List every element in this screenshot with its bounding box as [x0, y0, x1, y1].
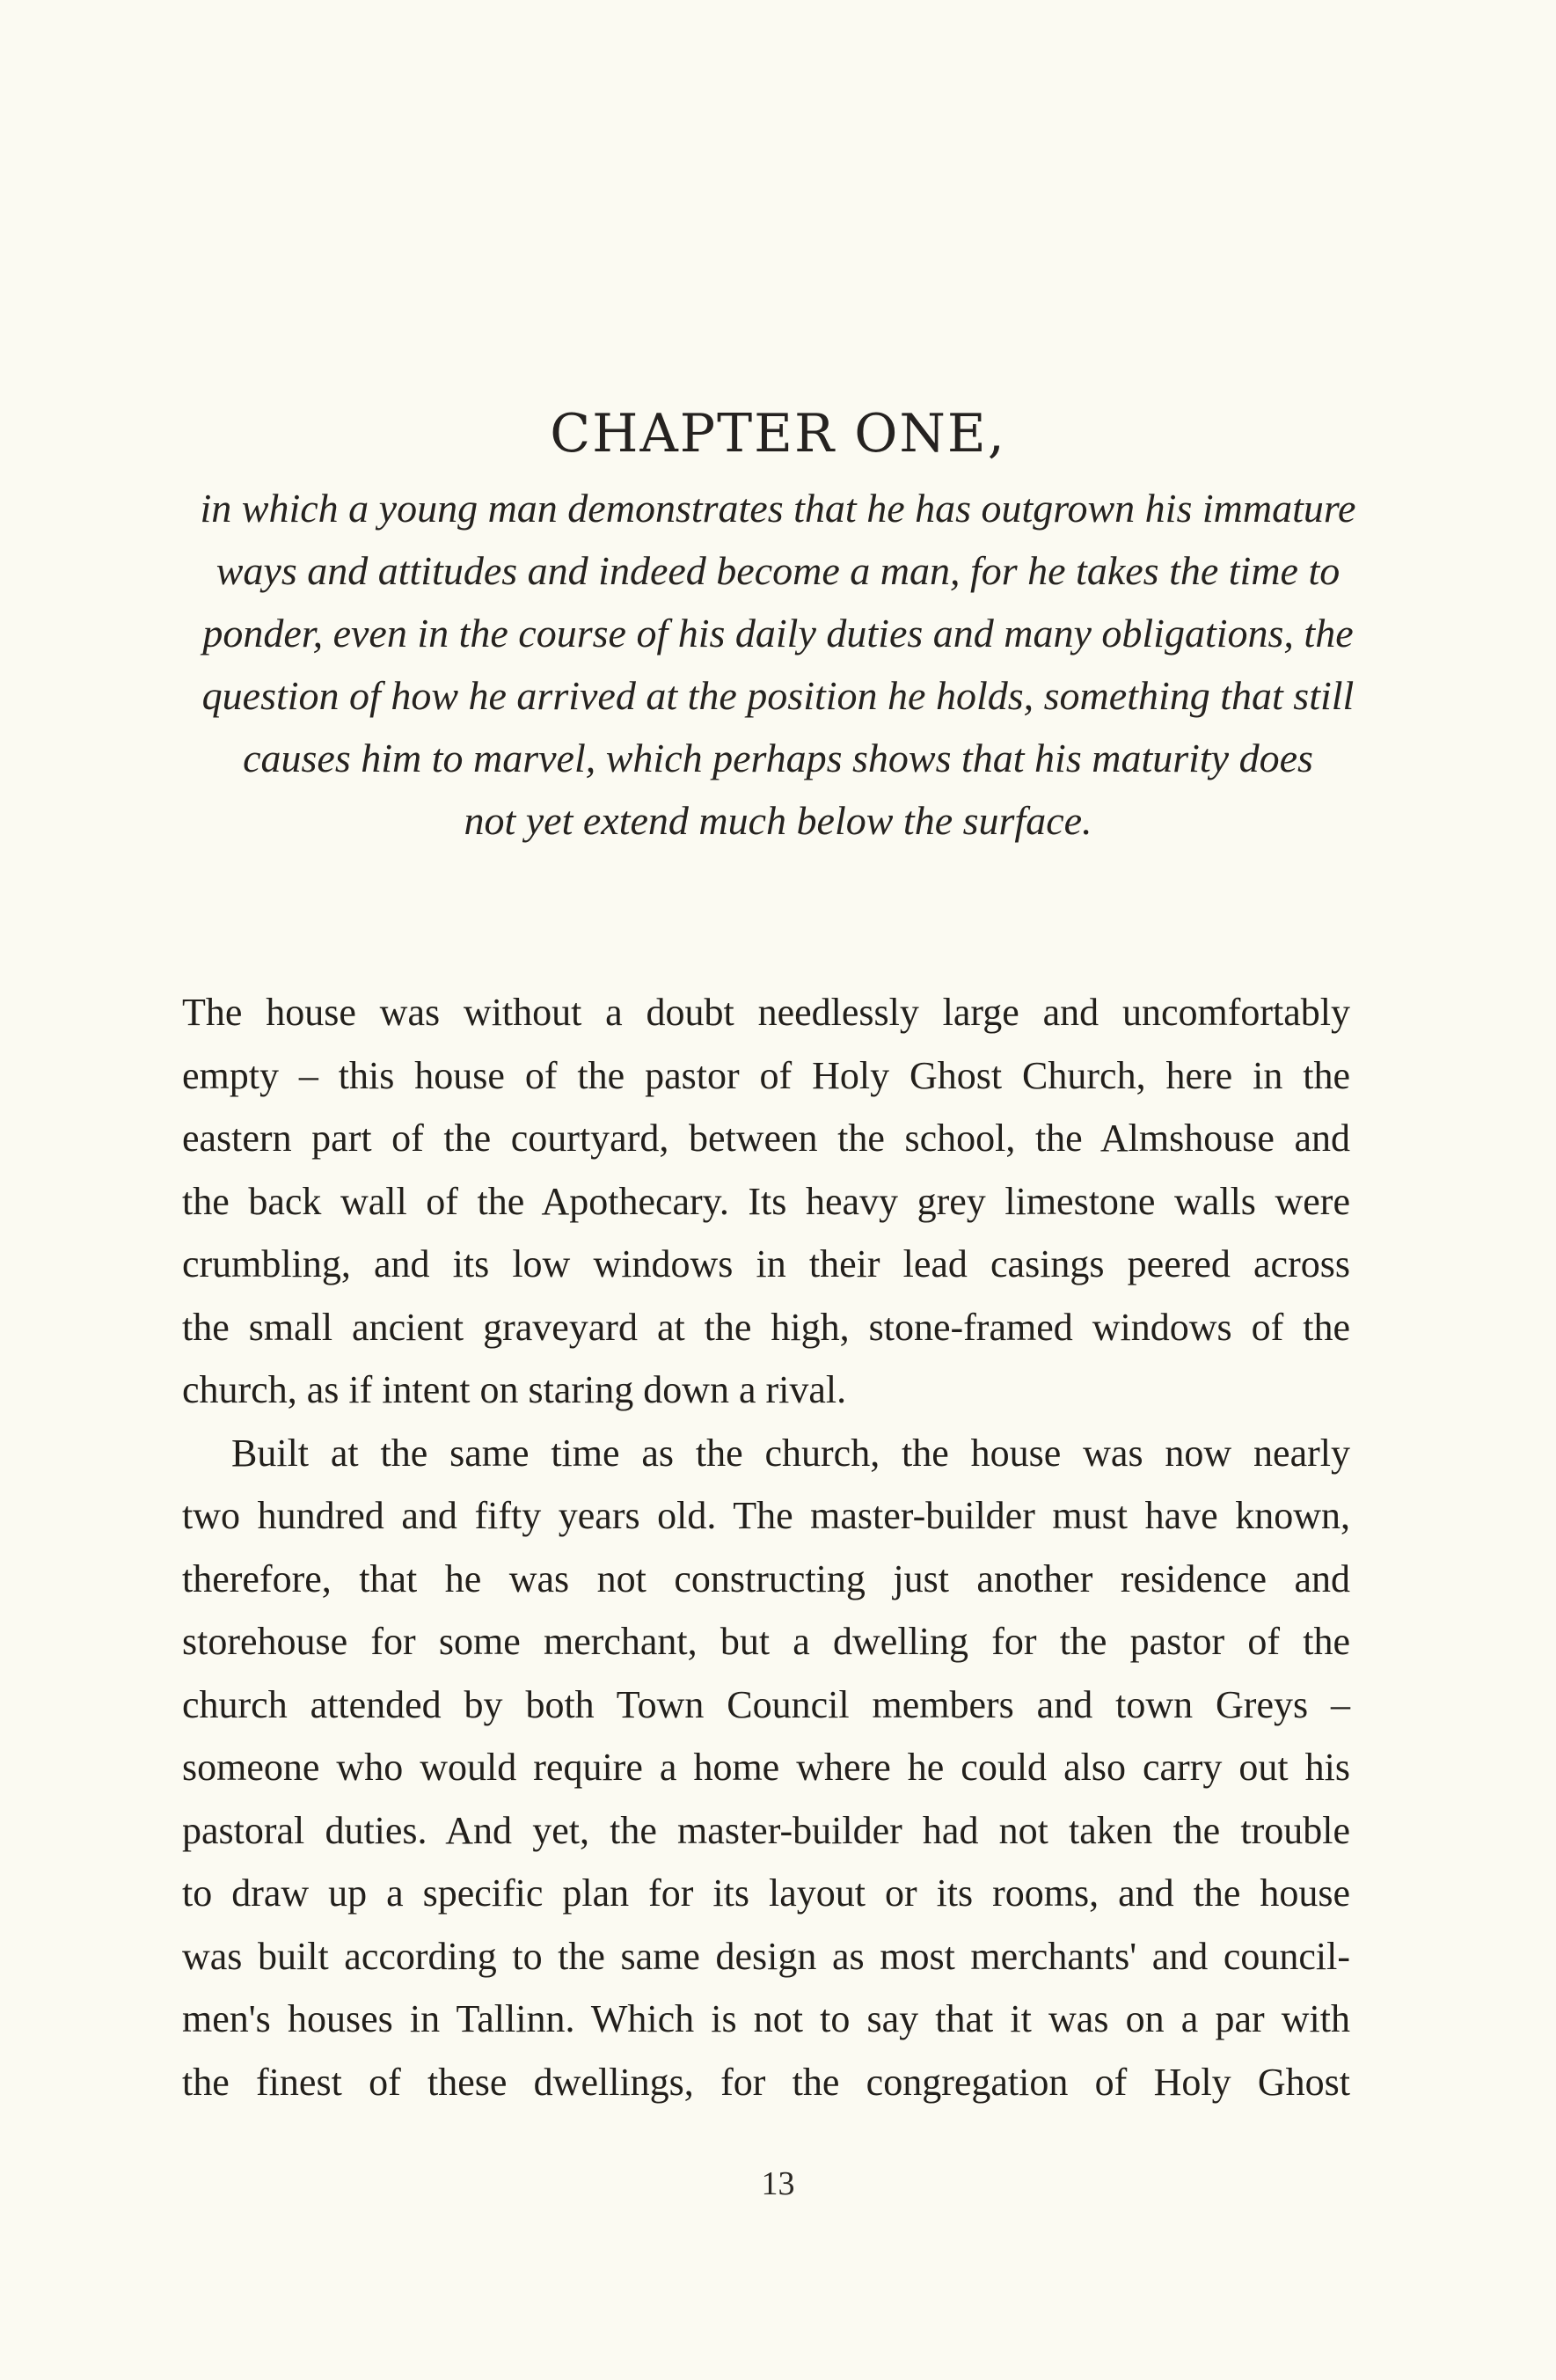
text-line: storehouse for some merchant, but a dwelling for the pastor of the — [182, 1620, 1350, 1663]
chapter-title: CHAPTER ONE, — [550, 403, 1006, 465]
body-text — [182, 981, 1350, 2113]
chapter-epigraph — [176, 477, 1380, 852]
text-line: to draw up a specific plan for its layout or its rooms, and the house — [182, 1871, 1350, 1915]
epigraph-line: ways and attitudes and indeed become a man, for he takes the time to — [216, 548, 1340, 593]
text-line: crumbling, and its low windows in their lead casings peered across — [182, 1242, 1350, 1285]
text-line: The house was without a doubt needlessly large and uncomfortably — [182, 991, 1350, 1034]
epigraph-line: not yet extend much below the surface. — [464, 798, 1092, 843]
text-line: church, as if intent on staring down a rival. — [182, 1368, 847, 1411]
text-line: was built according to the same design as most merchants' and council- — [182, 1934, 1350, 1978]
epigraph-line: causes him to marvel, which perhaps shows that his maturity does — [243, 736, 1313, 780]
text-line: Built at the same time as the church, the house was now nearly — [231, 1431, 1350, 1475]
paragraph-1 — [182, 981, 1350, 1422]
text-line: therefore, that he was not constructing just another residence and — [182, 1556, 1350, 1600]
text-line: men's houses in Tallinn. Which is not to say that it was on a par with — [182, 1997, 1350, 2040]
text-line: the finest of these dwellings, for the congregation of Holy Ghost — [182, 2060, 1350, 2104]
epigraph-line: in which a young man demonstrates that he has outgrown his immature — [200, 486, 1356, 531]
text-line: pastoral duties. And yet, the master-builder had not taken the trouble — [182, 1808, 1350, 1852]
text-line: the back wall of the Apothecary. Its heavy grey limestone walls were — [182, 1179, 1350, 1223]
text-line: someone who would require a home where he could also carry out his — [182, 1746, 1350, 1789]
paragraph-2 — [182, 1422, 1350, 2114]
page-number: 13 — [761, 2165, 795, 2202]
text-line: empty – this house of the pastor of Holy Ghost Church, here in the — [182, 1053, 1350, 1097]
text-line: two hundred and fifty years old. The master-builder must have known, — [182, 1494, 1350, 1537]
text-line: the small ancient graveyard at the high, stone-framed windows of the — [182, 1305, 1350, 1349]
text-line: eastern part of the courtyard, between the school, the Almshouse and — [182, 1117, 1350, 1160]
epigraph-line: question of how he arrived at the position he holds, something that still — [201, 673, 1355, 718]
text-line: church attended by both Town Council members and town Greys – — [182, 1682, 1350, 1726]
epigraph-line: ponder, even in the course of his daily duties and many obligations, the — [202, 611, 1354, 655]
